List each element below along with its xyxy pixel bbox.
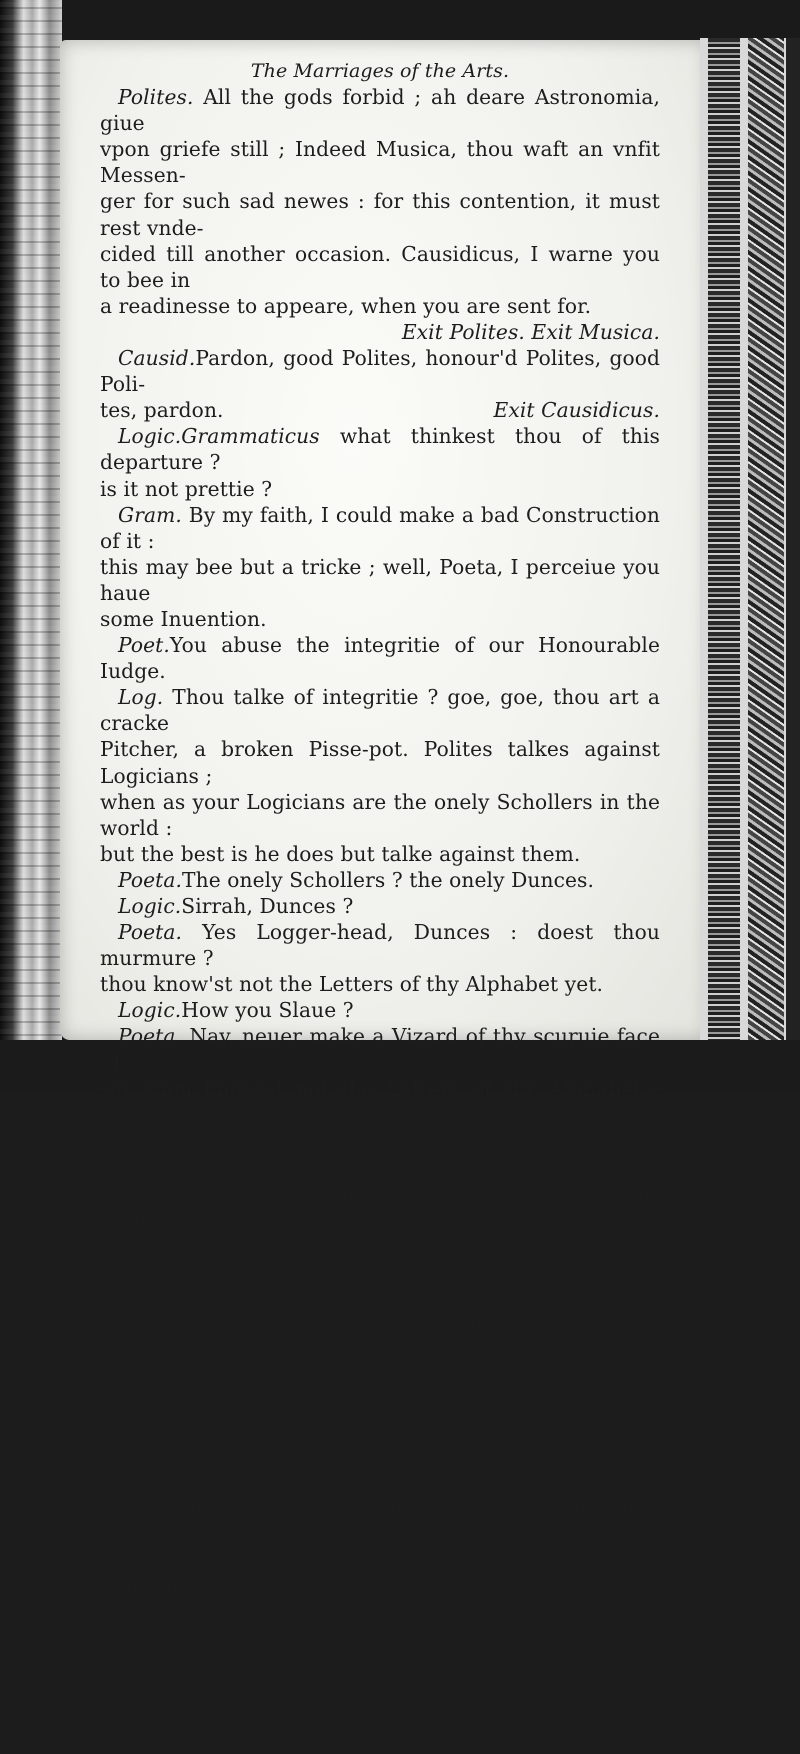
stage-direction-inline: Exit Causidicus. bbox=[493, 398, 660, 423]
text-line bbox=[100, 684, 660, 736]
line-text: All the gods forbid ; ah deare Astronomia, giue bbox=[100, 85, 660, 136]
line-text: this may bee but a tricke ; well, Poeta, I perceiue you haue bbox=[100, 554, 660, 605]
line-text: est C. and indeed I thinke there is a like reason, for A. may bbox=[100, 1181, 660, 1232]
speaker-name: Logic. bbox=[118, 894, 182, 918]
text-line bbox=[100, 1415, 660, 1467]
text-line bbox=[100, 1467, 660, 1493]
border-edge bbox=[786, 38, 800, 1048]
text-line bbox=[100, 476, 660, 502]
decorative-border bbox=[700, 38, 800, 1048]
line-text: well. bbox=[100, 1285, 150, 1310]
line-text: And my Choler were here, hee'd haue him by the bbox=[100, 1311, 660, 1362]
stage-direction-inline: Exeunt Log. & Grammat. bbox=[400, 1702, 660, 1727]
line-text: You abuse the integritie of our Honourable Iudge. bbox=[100, 633, 660, 684]
line-text: Come, come ; I'm sure our case is in a fine Predica- bbox=[100, 1494, 660, 1545]
line-text: Sirrah, Dunces ? bbox=[181, 894, 354, 918]
speaker-name: Gram. bbox=[118, 502, 182, 527]
line-text: ment : I thinke we haue beene put off long enough : i'faith all bbox=[100, 1546, 660, 1597]
text-line bbox=[100, 1180, 660, 1232]
line-text: Pardon, good Polites, honour'd Polites, good Poli- bbox=[100, 346, 660, 397]
text-line bbox=[100, 397, 660, 423]
line-text: heard thee say ? Omne A.est B. Omne B.est C. Ergo Omne A. bbox=[100, 1128, 660, 1179]
text-line bbox=[100, 919, 660, 971]
text-line bbox=[100, 841, 660, 867]
text-line bbox=[100, 1311, 660, 1363]
line-text: tes, pardon. bbox=[100, 398, 224, 423]
line-text: Thou talke of integritie ? goe, goe, thou art a cracke bbox=[100, 685, 660, 736]
line-text: what thinkest thou of this departure ? bbox=[100, 424, 660, 475]
text-line bbox=[100, 554, 660, 606]
text-line bbox=[100, 1545, 660, 1597]
line-text: Law-cases shall hereafter be no more put in the Predicament bbox=[100, 1598, 660, 1649]
line-text: By my faith, I could make a bad Construction of it : bbox=[100, 502, 660, 553]
line-text: ger for such sad newes : for this contention, it must rest vnde- bbox=[100, 189, 660, 240]
line-text: vpon griefe still ; Indeed Musica, thou waft an vnfit Messen- bbox=[100, 137, 660, 188]
signature-mark: M 2 bbox=[278, 1730, 352, 1752]
line-text: these your Law-cases ? a murren on them, they are Datiue bbox=[100, 1415, 660, 1466]
text-line bbox=[100, 1023, 660, 1075]
text-line bbox=[100, 971, 660, 997]
line-text: is it not prettie ? bbox=[100, 476, 273, 501]
text-line bbox=[100, 1493, 660, 1545]
text-body bbox=[100, 84, 660, 1728]
stage-direction-text: Exit Polites. Exit Musica. bbox=[401, 319, 660, 344]
text-line bbox=[100, 997, 660, 1023]
book-spine-edge bbox=[0, 0, 62, 1094]
stage-direction bbox=[100, 319, 660, 345]
page-text bbox=[100, 58, 660, 1754]
line-text: a readinesse to appeare, when you are sent for. bbox=[100, 293, 592, 318]
text-line bbox=[100, 345, 660, 397]
text-line bbox=[100, 502, 660, 554]
text-line bbox=[100, 1650, 660, 1702]
text-line bbox=[100, 632, 660, 684]
text-line bbox=[100, 789, 660, 841]
text-line bbox=[100, 1363, 660, 1415]
speaker-name: Poeta. bbox=[118, 920, 183, 945]
text-line bbox=[100, 136, 660, 188]
text-line bbox=[100, 736, 660, 788]
text-line bbox=[100, 893, 660, 919]
running-head: The Marriages of the Arts. bbox=[250, 60, 510, 82]
line-text: How you Slaue ? bbox=[181, 998, 354, 1023]
line-text: some Inuention. bbox=[100, 606, 267, 631]
line-text: thou know'st not the Letters of thy Alphabet yet. bbox=[100, 972, 604, 997]
speaker-name: Polites. bbox=[118, 85, 194, 110]
stage-direction-inline: Exit. bbox=[612, 1285, 660, 1310]
line-text: as well bee C. as B. but fare you well Blockhead, fare you bbox=[100, 1233, 660, 1284]
line-text: cided till another occasion. Causidicus, I warne you to bee in bbox=[100, 241, 660, 292]
speaker-name: Logic. bbox=[118, 998, 182, 1023]
text-line bbox=[100, 1128, 660, 1180]
text-line bbox=[100, 606, 660, 632]
line-text: say thou know'st not the Letters of thy Alphabet : haue not I bbox=[100, 1076, 660, 1127]
speaker-name: Poet. bbox=[118, 633, 170, 658]
line-text: Nay, neuer make a Vizard of thy scuruie face : I bbox=[100, 1024, 660, 1075]
text-line bbox=[100, 1232, 660, 1284]
text-line bbox=[100, 867, 660, 893]
speaker-name: Log. bbox=[118, 1494, 164, 1519]
catchword: ACTVS bbox=[582, 1730, 660, 1752]
line-text: Pitcher, a broken Pisse-pot. Polites talkes against Logicians ; bbox=[100, 737, 660, 788]
text-line bbox=[100, 1598, 660, 1650]
speaker-name: Poeta. bbox=[118, 867, 183, 892]
border-band-left bbox=[708, 38, 740, 1048]
text-line bbox=[100, 293, 660, 319]
text-line bbox=[100, 1284, 660, 1310]
text-line bbox=[100, 423, 660, 475]
speaker-name: Logic.Grammaticus bbox=[118, 424, 320, 449]
speaker-name: Poeta. bbox=[118, 1024, 183, 1049]
border-band-right bbox=[748, 38, 784, 1048]
line-text: Lawyers. bbox=[100, 1702, 194, 1727]
speaker-name: Gram. bbox=[118, 1311, 182, 1336]
line-text: eares : come let's begonne, here's nothing to be done : are bbox=[100, 1363, 660, 1414]
text-line bbox=[100, 241, 660, 293]
line-text: Yes Logger-head, Dunces : doest thou murmure ? bbox=[100, 920, 660, 971]
speaker-name: Causid. bbox=[118, 346, 196, 371]
line-text: but the best is he does but talke against them. bbox=[100, 841, 581, 866]
text-line bbox=[100, 188, 660, 240]
text-line bbox=[100, 1076, 660, 1128]
line-text: cases to the Lawyers ; but Ablatiue to the Clients. bbox=[100, 1468, 617, 1493]
speaker-name: Log. bbox=[118, 685, 164, 710]
page-footer bbox=[100, 1728, 660, 1754]
line-text: of Action ; but of Quando, of Quando ; a plague of these bbox=[100, 1650, 660, 1701]
text-line bbox=[100, 1702, 660, 1728]
text-line bbox=[100, 84, 660, 136]
line-text: when as your Logicians are the onely Schollers in the world : bbox=[100, 789, 660, 840]
line-text: The onely Schollers ? the onely Dunces. bbox=[182, 867, 595, 892]
